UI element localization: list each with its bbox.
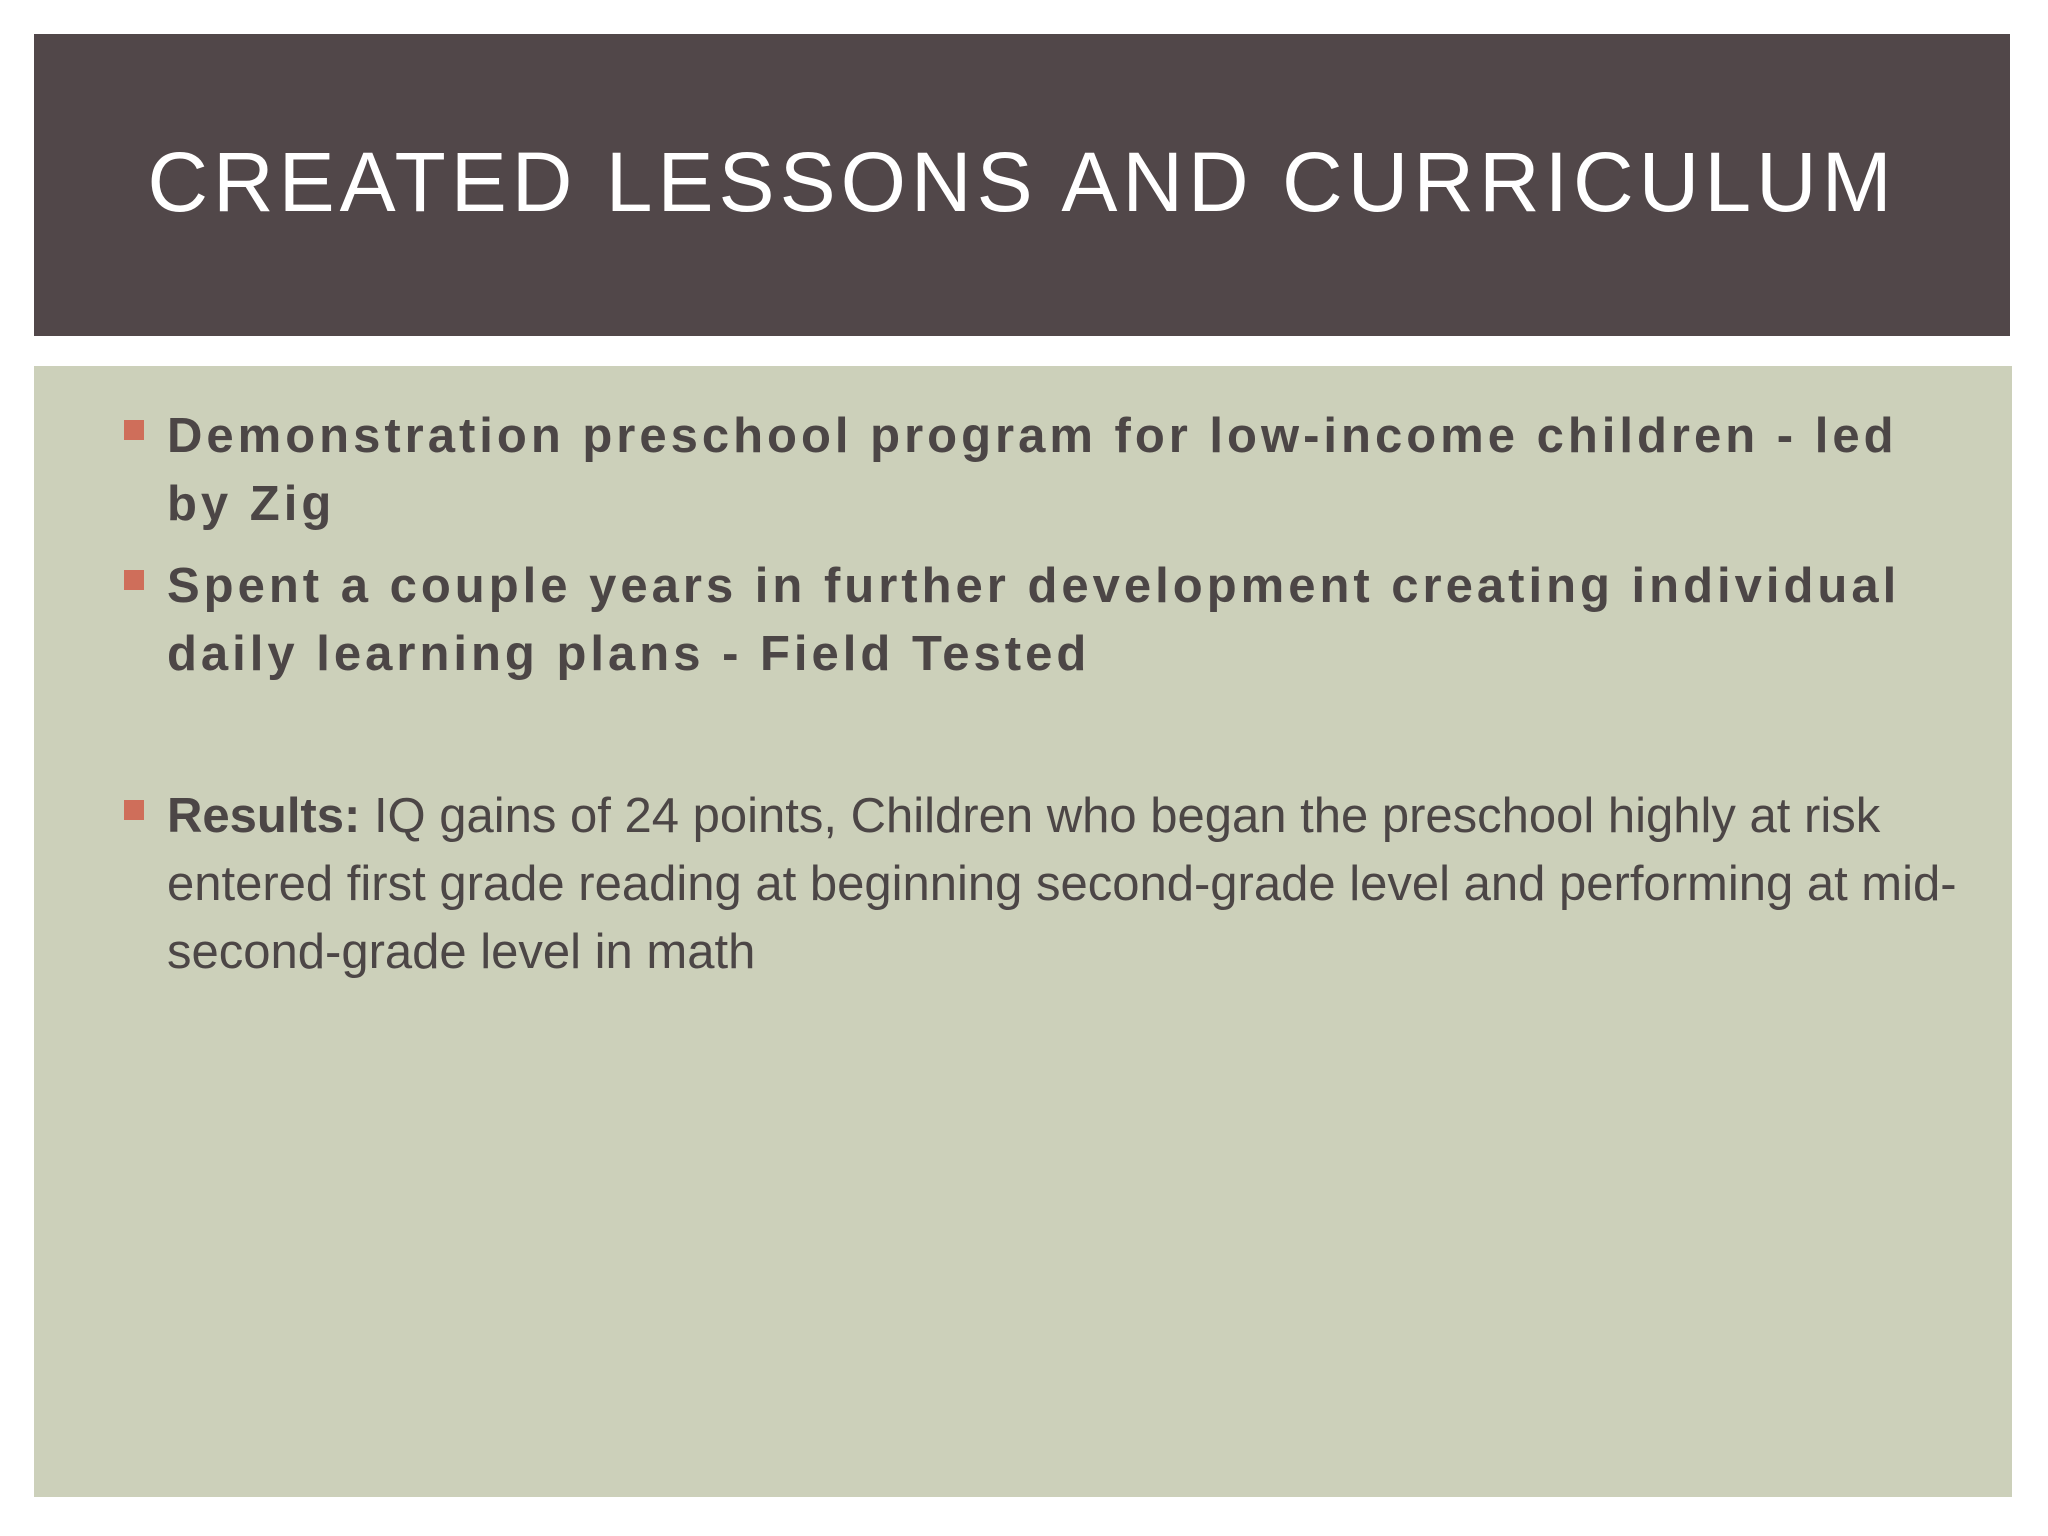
bullet-text: Demonstration preschool program for low-income children - led by Zig (167, 409, 1898, 531)
results-text: IQ gains of 24 points, Children who began the preschool highly at risk entered first grade reading at beginning second-grade level and performing at mid-second-grade level in math (167, 789, 1957, 979)
slide-title: CREATED LESSONS AND CURRICULUM (147, 135, 1897, 229)
title-bar (34, 34, 2010, 336)
square-bullet-icon (124, 420, 144, 440)
square-bullet-icon (124, 800, 144, 820)
results-label: Results: (167, 789, 361, 843)
square-bullet-icon (124, 570, 144, 590)
bullet-text (167, 782, 1957, 986)
content-panel (34, 366, 2012, 1497)
bullet-text: Spent a couple years in further development creating individual daily learning plans - Field Tested (167, 559, 1901, 681)
